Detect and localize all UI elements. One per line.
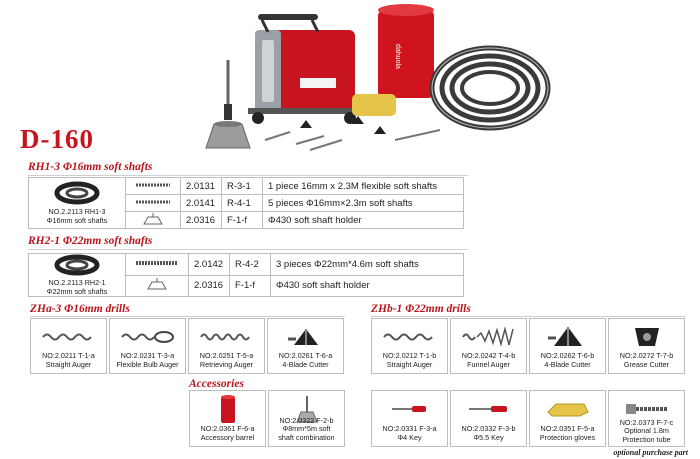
item-desc: 5 pieces Φ16mm×2.3m soft shafts [263,195,464,212]
item-desc: Φ430 soft shaft holder [271,275,464,297]
rh21-set-cell [29,254,126,297]
drill-card [188,318,265,374]
table-row [29,178,464,195]
drill-name: Funnel Auger [467,359,510,369]
protection-tube-icon [622,398,672,420]
shaft-thumb-cell [126,254,189,276]
item-code: 2.0131 [181,178,222,195]
item-desc: 1 piece 16mm x 2.3M flexible soft shafts [263,178,464,195]
rh21-spec-table [28,253,464,297]
four-blade-cutter-icon [548,324,588,350]
accessory-name: Optional 1.8m Protection tube [622,426,671,444]
bulb-auger-icon [120,331,176,343]
drill-number: NO:2.0231 T-3-a [120,351,175,361]
item-ref: R-4-1 [222,195,263,212]
accessory-number: NO:2.0361 F-6-a [200,424,255,434]
accessory-number: NO:2.0322 F-2-b [279,416,334,426]
accessory-name: Φ5.5 Key [473,432,504,442]
shaft-holder-icon [142,278,172,290]
shaft-icon [134,259,180,267]
drill-number: NO:2.0212 T-1-b [382,351,437,361]
item-ref: R-3-1 [222,178,263,195]
rh13-set-cell [29,178,126,229]
drill-number: NO:2.0262 T-6-b [540,351,595,361]
four-blade-cutter-icon [286,325,326,349]
item-ref: R-4-2 [230,254,271,276]
straight-auger-icon [41,332,97,342]
zha3-section-title: ZHa-3 Φ16mm drills [30,303,130,315]
drill-card [529,318,606,374]
optional-accessory-card [371,390,448,447]
drill-card [109,318,186,374]
accessory-name: Φ4 Key [397,432,422,442]
svg-text:dahuola: dahuola [394,44,401,69]
optional-accessory-card [529,390,606,447]
gloves-icon [544,400,592,418]
drill-name: Straight Auger [386,359,433,369]
optional-accessory-card [450,390,527,447]
key-icon [390,403,430,415]
drill-number: NO:2.0211 T-1-a [42,351,95,361]
straight-auger-icon [382,332,438,342]
holder-thumb-cell [126,212,181,229]
item-desc: Φ430 soft shaft holder [263,212,464,229]
shaft-icon [134,198,172,206]
item-code: 2.0142 [189,254,230,276]
drill-number: NO:2.0242 T-4-b [461,351,516,361]
shaft-set-icon [52,181,102,205]
shaft-icon [134,181,172,189]
zhb1-divider [371,316,686,317]
item-code: 2.0141 [181,195,222,212]
rh13-set-caption: NO.2.2113 RH1-3 Φ16mm soft shafts [46,207,108,225]
item-ref: F-1-f [222,212,263,229]
drill-number: NO:2.0251 T-5-a [199,351,254,361]
accessories-section-title: Accessories [189,378,244,390]
drill-card [608,318,685,374]
model-title: D-160 [20,124,94,154]
grease-cutter-icon [627,324,667,350]
rh13-spec-table [28,177,464,229]
accessory-name: Φ8mm*5m soft shaft combination [278,424,335,442]
accessory-number: NO:2.0332 F-3-b [461,424,516,434]
drill-number: NO:2.0272 T-7-b [619,351,674,361]
shaft-thumb-cell [126,178,181,195]
accessory-name: Protection gloves [539,432,596,442]
drill-card [371,318,448,374]
shaft-thumb-cell [126,195,181,212]
rh21-divider [28,249,468,250]
accessory-card [189,390,266,447]
shaft-holder-illustration [206,60,250,148]
optional-purchase-footnote: optional purchase part [613,448,688,457]
drill-name: Grease Cutter [623,359,670,369]
shaft-set-icon [52,254,102,276]
item-ref: F-1-f [230,275,271,297]
product-hero-image [180,0,700,160]
rh21-set-caption: NO.2.2113 RH2-1 Φ22mm soft shafts [46,278,108,296]
shaft-holder-icon [138,213,168,225]
table-row [29,254,464,276]
accessory-number: NO:2.0331 F-3-a [382,424,437,434]
drill-name: Retrieving Auger [199,359,254,369]
item-desc: 3 pieces Φ22mm*4.6m soft shafts [271,254,464,276]
drill-card [30,318,107,374]
retrieving-auger-icon [199,331,255,343]
drill-card [267,318,344,374]
drill-card [450,318,527,374]
item-code: 2.0316 [189,275,230,297]
optional-accessory-card [608,390,685,447]
drill-name: Flexible Bulb Auger [116,359,179,369]
rh13-divider [28,175,468,176]
drill-name: 4-Blade Cutter [544,359,591,369]
rh21-section-title: RH2-1 Φ22mm soft shafts [28,235,153,247]
gloves-illustration [352,94,396,116]
rh13-section-title: RH1-3 Φ16mm soft shafts [28,161,153,173]
item-code: 2.0316 [181,212,222,229]
accessory-card [268,390,345,447]
zha3-divider [30,316,345,317]
zhb1-section-title: ZHb-1 Φ22mm drills [371,303,471,315]
accessory-number: NO:2.0373 F-7-c [619,418,674,428]
barrel-icon [217,394,239,424]
drill-number: NO:2.0261 T-6-a [278,351,333,361]
accessory-name: Accessory barrel [200,432,255,442]
drill-name: Straight Auger [45,359,92,369]
barrel-illustration [378,4,434,98]
key-icon [467,403,511,415]
drain-machine-illustration [248,14,360,124]
drill-name: 4-Blade Cutter [282,359,329,369]
shaft-coil-illustration [432,48,548,128]
funnel-auger-icon [461,327,517,347]
holder-thumb-cell [126,275,189,297]
accessory-number: NO:2.0351 F-5-a [540,424,595,434]
